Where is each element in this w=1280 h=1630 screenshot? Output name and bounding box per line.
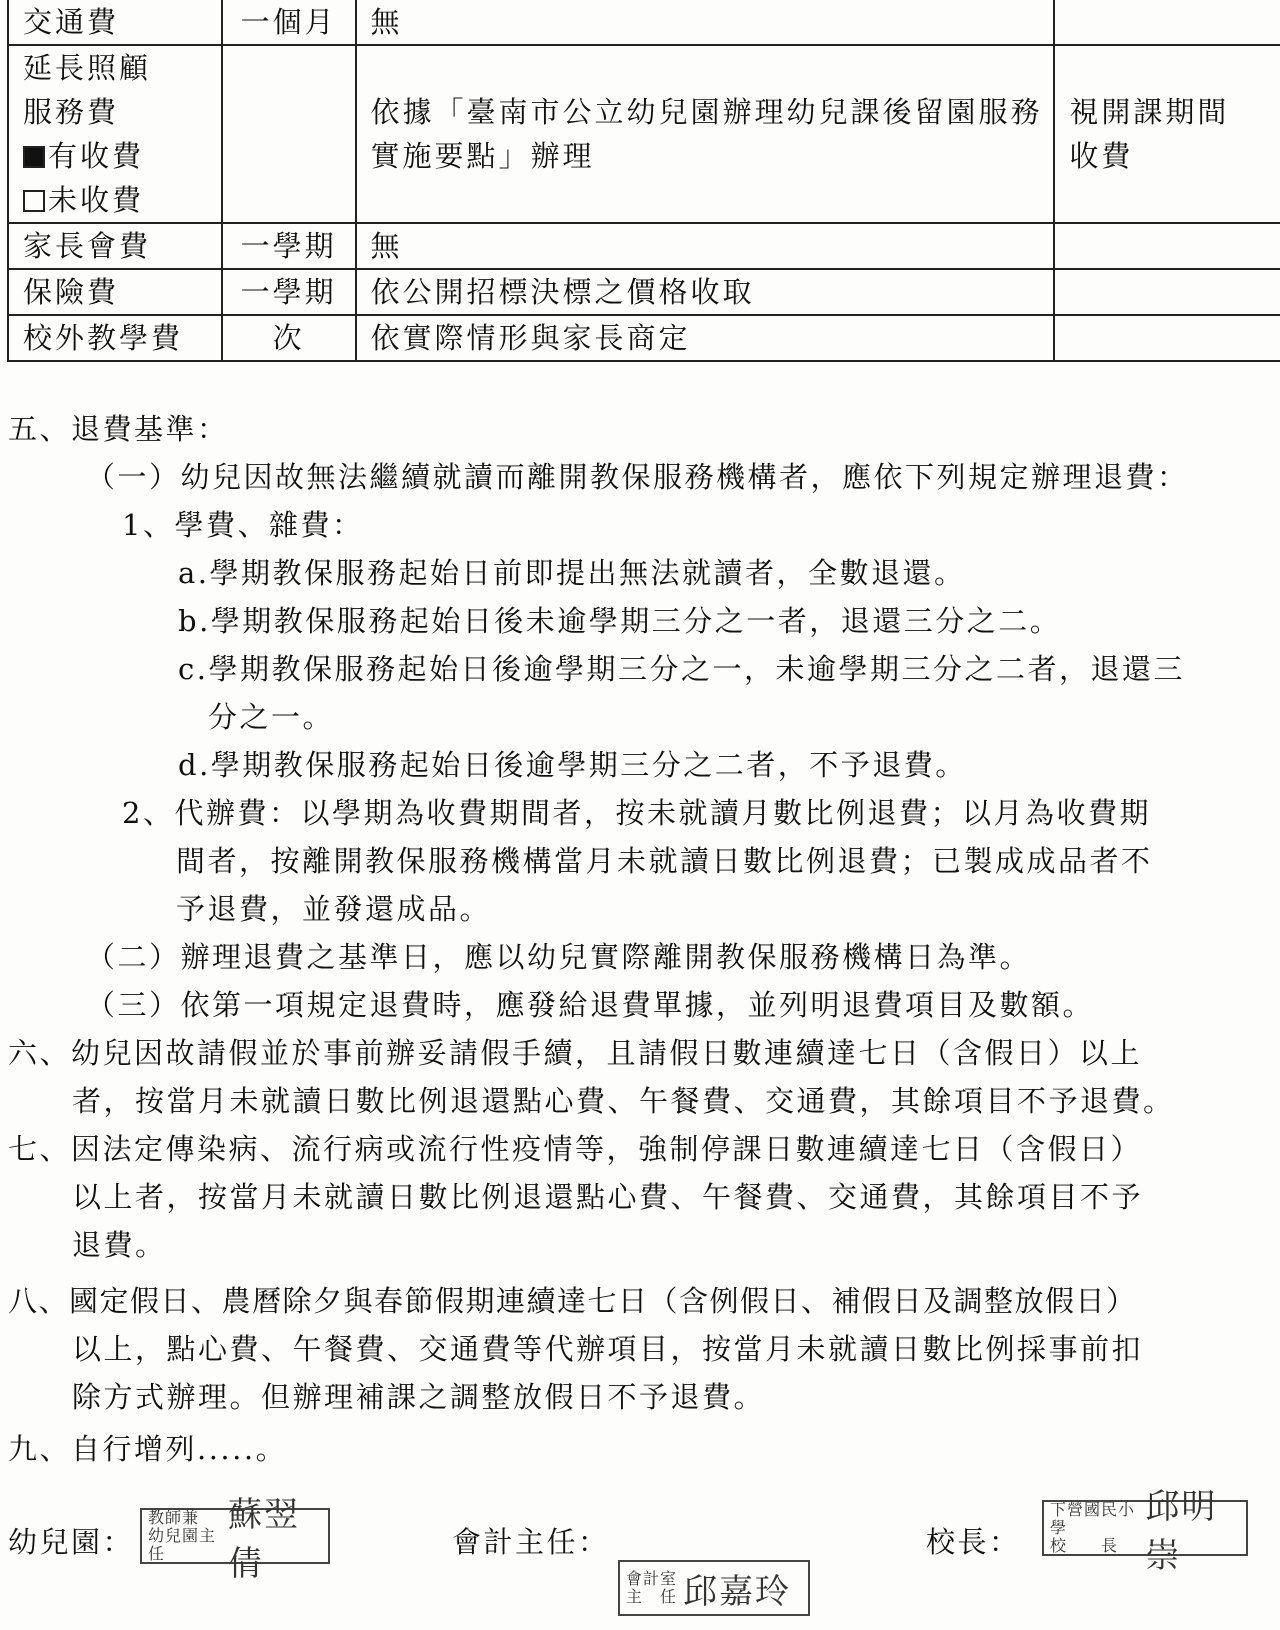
fee-basis-line: 實施要點」辦理 bbox=[370, 139, 595, 173]
section-5-1-1-a: a.學期教保服務起始日前即提出無法就讀者，全數退還。 bbox=[178, 556, 966, 590]
stamp-name: 蘇翌倩 bbox=[228, 1495, 300, 1584]
section-8-cont: 以上，點心費、午餐費、交通費等代辦項目，按當月未就讀日數比例採事前扣 bbox=[72, 1332, 1144, 1366]
table-row bbox=[8, 315, 1280, 361]
unchecked-checkbox bbox=[23, 190, 45, 212]
table-row bbox=[8, 0, 1280, 45]
principal-stamp bbox=[1042, 1487, 1248, 1576]
section-5-1-1-c: c.學期教保服務起始日後逾學期三分之一，未逾學期三分之二者，退還三 bbox=[178, 652, 1185, 686]
section-9: 九、自行增列.....。 bbox=[8, 1432, 288, 1466]
fee-basis: 無 bbox=[356, 0, 1055, 45]
section-5-1: （一）幼兒因故無法繼續就讀而離開教保服務機構者，應依下列規定辦理退費： bbox=[86, 460, 1189, 494]
fee-period: 次 bbox=[222, 315, 356, 361]
section-5-1-2-cont: 間者，按離開教保服務機構當月未就讀日數比例退費；已製成成品者不 bbox=[176, 844, 1153, 878]
fee-period: 一學期 bbox=[222, 223, 356, 269]
section-5-1-1: 1、學費、雜費： bbox=[122, 508, 364, 542]
section-7-cont: 以上者，按當月未就讀日數比例退還點心費、午餐費、交通費，其餘項目不予 bbox=[72, 1180, 1144, 1214]
uncharged-option bbox=[23, 178, 221, 222]
fee-item-line: 延長照顧 bbox=[23, 51, 152, 85]
accounting-label: 會計主任： bbox=[452, 1525, 610, 1559]
fee-item: 保險費 bbox=[8, 269, 222, 315]
section-5-title: 五、退費基準： bbox=[8, 412, 229, 446]
fee-note-line: 收費 bbox=[1069, 139, 1134, 173]
principal-label: 校長： bbox=[926, 1525, 1021, 1559]
table-row bbox=[8, 45, 1280, 223]
accounting-director-stamp bbox=[618, 1560, 810, 1616]
section-6-cont: 者，按當月未就讀日數比例退還點心費、午餐費、交通費，其餘項目不予退費。 bbox=[72, 1084, 1175, 1118]
fee-note bbox=[1054, 45, 1280, 223]
stamp-title-line: 校 長 bbox=[1050, 1536, 1119, 1555]
table-row bbox=[8, 223, 1280, 269]
table-row bbox=[8, 269, 1280, 315]
section-8-cont: 除方式辦理。但辦理補課之調整放假日不予退費。 bbox=[72, 1380, 766, 1414]
fee-basis: 依實際情形與家長商定 bbox=[356, 315, 1055, 361]
fee-period bbox=[222, 45, 356, 223]
section-5-1-1-b: b.學期教保服務起始日後未逾學期三分之一者，退還三分之二。 bbox=[178, 604, 1062, 638]
section-6: 六、幼兒因故請假並於事前辦妥請假手續，且請假日數連續達七日（含假日）以上 bbox=[8, 1036, 1143, 1070]
section-5-1-2-cont: 予退費，並發還成品。 bbox=[176, 892, 492, 926]
stamp-title-line: 主 任 bbox=[626, 1587, 678, 1606]
stamp-name: 邱明崇 bbox=[1145, 1487, 1218, 1576]
fee-period: 一學期 bbox=[222, 269, 356, 315]
section-7-cont: 退費。 bbox=[72, 1228, 167, 1262]
fee-item: 校外教學費 bbox=[8, 315, 222, 361]
section-5-2: （二）辦理退費之基準日，應以幼兒實際離開教保服務機構日為準。 bbox=[86, 940, 1032, 974]
stamp-title-line: 會計室 bbox=[626, 1569, 678, 1588]
fee-period: 一個月 bbox=[222, 0, 356, 45]
section-5-1-1-d: d.學期教保服務起始日後逾學期三分之二者，不予退費。 bbox=[178, 748, 967, 782]
fee-note bbox=[1054, 315, 1280, 361]
stamp-title-line: 下營國民小學 bbox=[1050, 1500, 1136, 1537]
checked-checkbox bbox=[23, 146, 45, 168]
stamp-title bbox=[626, 1570, 677, 1606]
fee-note bbox=[1054, 223, 1280, 269]
fee-item: 家長會費 bbox=[8, 223, 222, 269]
fee-item bbox=[8, 45, 222, 223]
section-5-1-1-c-cont: 分之一。 bbox=[208, 700, 335, 734]
stamp-title bbox=[1050, 1501, 1139, 1555]
kindergarten-label: 幼兒園： bbox=[8, 1525, 135, 1559]
stamp-title-line: 教師兼 bbox=[148, 1508, 200, 1527]
stamp-title bbox=[148, 1509, 222, 1563]
section-8: 八、國定假日、農曆除夕與春節假期連續達七日（含例假日、補假日及調整放假日） bbox=[8, 1284, 1137, 1318]
fee-item-line: 服務費 bbox=[23, 95, 120, 129]
section-7: 七、因法定傳染病、流行病或流行性疫情等，強制停課日數連續達七日（含假日） bbox=[8, 1132, 1143, 1166]
section-5-3: （三）依第一項規定退費時，應發給退費單據，並列明退費項目及數額。 bbox=[86, 988, 1095, 1022]
stamp-title-line: 幼兒園主任 bbox=[148, 1526, 217, 1563]
fee-note bbox=[1054, 269, 1280, 315]
kindergarten-director-stamp bbox=[140, 1495, 330, 1584]
fee-basis-line: 依據「臺南市公立幼兒園辦理幼兒課後留園服務 bbox=[370, 95, 1043, 129]
fee-item: 交通費 bbox=[8, 0, 222, 45]
stamp-name: 邱嘉玲 bbox=[683, 1571, 792, 1612]
fee-note-line: 視開課期間 bbox=[1069, 95, 1230, 129]
fee-note bbox=[1054, 0, 1280, 45]
fee-basis: 依公開招標決標之價格收取 bbox=[356, 269, 1055, 315]
fee-basis: 無 bbox=[356, 223, 1055, 269]
fee-table bbox=[7, 0, 1280, 362]
uncharged-option-label: 未收費 bbox=[48, 183, 145, 217]
charged-option bbox=[23, 134, 221, 178]
fee-basis bbox=[356, 45, 1055, 223]
charged-option-label: 有收費 bbox=[48, 139, 145, 173]
section-5-1-2: 2、代辦費：以學期為收費期間者，按未就讀月數比例退費；以月為收費期 bbox=[122, 796, 1151, 830]
